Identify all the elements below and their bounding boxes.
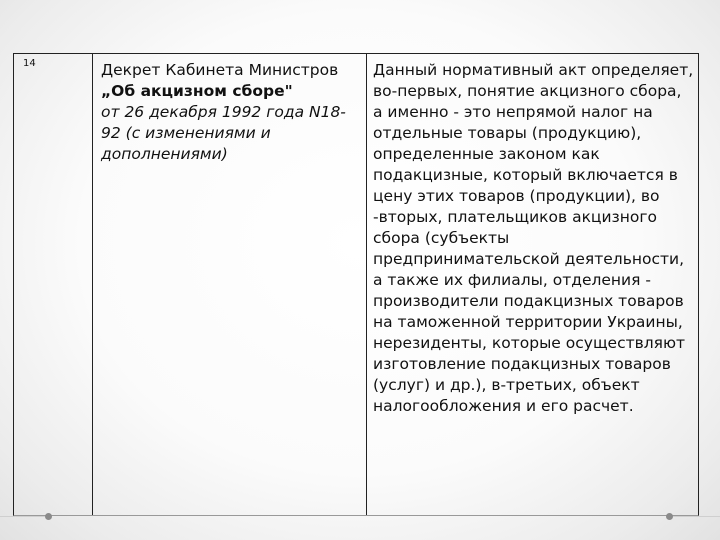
- decorative-dot-right: [666, 513, 673, 520]
- document-description: Данный нормативный акт определяет, во-первых, понятие акцизного сбора, а именно - это непрямой налог на отдельные товары (продукцию), определенные законом как подакцизные, который включается в цену этих товаров (продукции), во -вторых, плательщиков акцизного сбора (субъекты предпринимательской деятельности, а также их филиалы, отделения - производители подакцизных товаров на таможенной территории Украины, нерезиденты, которые осуществляют изготовление подакцизных товаров (услуг) и др.), в-третьих, объект налогообложения и его расчет.: [373, 61, 694, 415]
- bottom-rule-right: [673, 516, 720, 517]
- document-title-cell: [93, 54, 367, 515]
- document-title-prefix: Декрет Кабинета Министров: [101, 61, 339, 79]
- document-table: [13, 53, 699, 516]
- bottom-rule-left: [0, 516, 45, 517]
- document-description-cell: [367, 54, 698, 515]
- document-date-number: от 26 декабря 1992 года N18-92 (с изменениями и дополнениями): [101, 103, 346, 163]
- row-number-cell: [14, 54, 93, 515]
- row-number: 14: [23, 58, 36, 69]
- document-title-name: „Об акцизном сборе": [101, 82, 293, 100]
- decorative-dot-left: [45, 513, 52, 520]
